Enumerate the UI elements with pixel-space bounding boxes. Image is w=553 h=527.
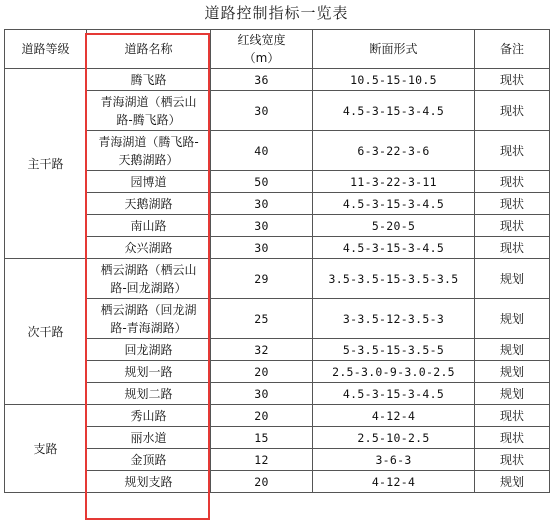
table-row (5, 449, 550, 471)
table-row (5, 69, 550, 91)
note-cell: 规划 (475, 361, 550, 383)
note-cell: 规划 (475, 339, 550, 361)
road-name-cell (87, 339, 211, 361)
road-name-cell (87, 405, 211, 427)
width-cell: 12 (211, 449, 313, 471)
road-name-cell (87, 91, 211, 131)
header-width (211, 30, 313, 69)
note-cell: 规划 (475, 259, 550, 299)
road-name-line: 栖云湖路（栖云山 (100, 262, 197, 277)
section-cell: 4.5-3-15-3-4.5 (313, 237, 475, 259)
road-name-line: 园博道 (130, 174, 167, 189)
note-cell: 现状 (475, 193, 550, 215)
road-name-cell (87, 471, 211, 493)
header-grade: 道路等级 (5, 30, 87, 69)
table-row (5, 471, 550, 493)
note-cell: 规划 (475, 471, 550, 493)
width-cell: 30 (211, 91, 313, 131)
road-name-line: 路-青海湖路） (110, 320, 187, 335)
road-name-line: 路-回龙湖路） (110, 280, 187, 295)
road-name-line: 路-腾飞路） (116, 112, 181, 127)
section-cell: 10.5-15-10.5 (313, 69, 475, 91)
note-cell: 现状 (475, 215, 550, 237)
note-cell: 现状 (475, 131, 550, 171)
section-cell: 4-12-4 (313, 405, 475, 427)
section-cell: 3-6-3 (313, 449, 475, 471)
grade-cell-secondary: 次干路 (5, 259, 87, 405)
section-cell: 2.5-10-2.5 (313, 427, 475, 449)
width-cell: 29 (211, 259, 313, 299)
width-cell: 20 (211, 471, 313, 493)
width-cell: 30 (211, 237, 313, 259)
section-cell: 5-3.5-15-3.5-5 (313, 339, 475, 361)
width-cell: 36 (211, 69, 313, 91)
width-cell: 15 (211, 427, 313, 449)
note-cell: 现状 (475, 91, 550, 131)
width-cell: 32 (211, 339, 313, 361)
road-name-cell (87, 131, 211, 171)
note-cell: 现状 (475, 237, 550, 259)
road-name-line: 丽水道 (130, 430, 167, 445)
table-row (5, 427, 550, 449)
header-name: 道路名称 (87, 30, 211, 69)
width-cell: 30 (211, 383, 313, 405)
header-row (5, 30, 550, 69)
road-name-cell (87, 361, 211, 383)
grade-cell-main: 主干路 (5, 69, 87, 259)
header-width-label: 红线宽度 (237, 33, 286, 47)
table-title: 道路控制指标一览表 (204, 4, 349, 22)
width-cell: 25 (211, 299, 313, 339)
road-control-table (4, 29, 550, 493)
road-name-cell (87, 299, 211, 339)
width-cell: 50 (211, 171, 313, 193)
road-name-line: 秀山路 (130, 408, 167, 423)
road-name-line: 规划二路 (124, 386, 173, 401)
note-cell: 现状 (475, 171, 550, 193)
road-name-line: 栖云湖路（回龙湖 (100, 302, 197, 317)
road-name-line: 天鹅湖路） (118, 152, 179, 167)
note-cell: 现状 (475, 427, 550, 449)
road-name-line: 规划一路 (124, 364, 173, 379)
road-name-cell (87, 259, 211, 299)
road-name-cell (87, 449, 211, 471)
width-cell: 40 (211, 131, 313, 171)
note-cell: 现状 (475, 449, 550, 471)
section-cell: 4-12-4 (313, 471, 475, 493)
table-row (5, 299, 550, 339)
road-name-cell (87, 69, 211, 91)
section-cell: 4.5-3-15-3-4.5 (313, 383, 475, 405)
note-cell: 规划 (475, 299, 550, 339)
table-row (5, 259, 550, 299)
note-cell: 现状 (475, 69, 550, 91)
section-cell: 4.5-3-15-3-4.5 (313, 91, 475, 131)
road-name-line: 腾飞路 (130, 72, 167, 87)
road-name-line: 南山路 (130, 218, 167, 233)
width-cell: 20 (211, 405, 313, 427)
section-cell: 3-3.5-12-3.5-3 (313, 299, 475, 339)
grade-cell-branch: 支路 (5, 405, 87, 493)
road-name-line: 众兴湖路 (124, 240, 173, 255)
table-row (5, 91, 550, 131)
table-row (5, 171, 550, 193)
section-cell: 3.5-3.5-15-3.5-3.5 (313, 259, 475, 299)
road-name-cell (87, 383, 211, 405)
road-name-line: 青海湖道（腾飞路- (98, 134, 199, 149)
header-section: 断面形式 (313, 30, 475, 69)
table-row (5, 193, 550, 215)
header-width-unit: （m） (243, 51, 280, 65)
width-cell: 30 (211, 215, 313, 237)
header-note: 备注 (475, 30, 550, 69)
road-name-line: 金顶路 (130, 452, 167, 467)
section-cell: 6-3-22-3-6 (313, 131, 475, 171)
section-cell: 2.5-3.0-9-3.0-2.5 (313, 361, 475, 383)
road-name-line: 规划支路 (124, 474, 173, 489)
road-name-cell (87, 237, 211, 259)
road-name-line: 青海湖道（栖云山 (100, 94, 197, 109)
table-row (5, 339, 550, 361)
table-row (5, 131, 550, 171)
section-cell: 4.5-3-15-3-4.5 (313, 193, 475, 215)
note-cell: 规划 (475, 383, 550, 405)
table-row (5, 237, 550, 259)
width-cell: 30 (211, 193, 313, 215)
table-row (5, 383, 550, 405)
section-cell: 5-20-5 (313, 215, 475, 237)
table-row (5, 215, 550, 237)
road-name-cell (87, 215, 211, 237)
road-name-cell (87, 427, 211, 449)
width-cell: 20 (211, 361, 313, 383)
road-name-cell (87, 193, 211, 215)
section-cell: 11-3-22-3-11 (313, 171, 475, 193)
road-name-line: 天鹅湖路 (124, 196, 173, 211)
road-name-cell (87, 171, 211, 193)
note-cell: 现状 (475, 405, 550, 427)
table-row (5, 405, 550, 427)
table-row (5, 361, 550, 383)
road-name-line: 回龙湖路 (124, 342, 173, 357)
